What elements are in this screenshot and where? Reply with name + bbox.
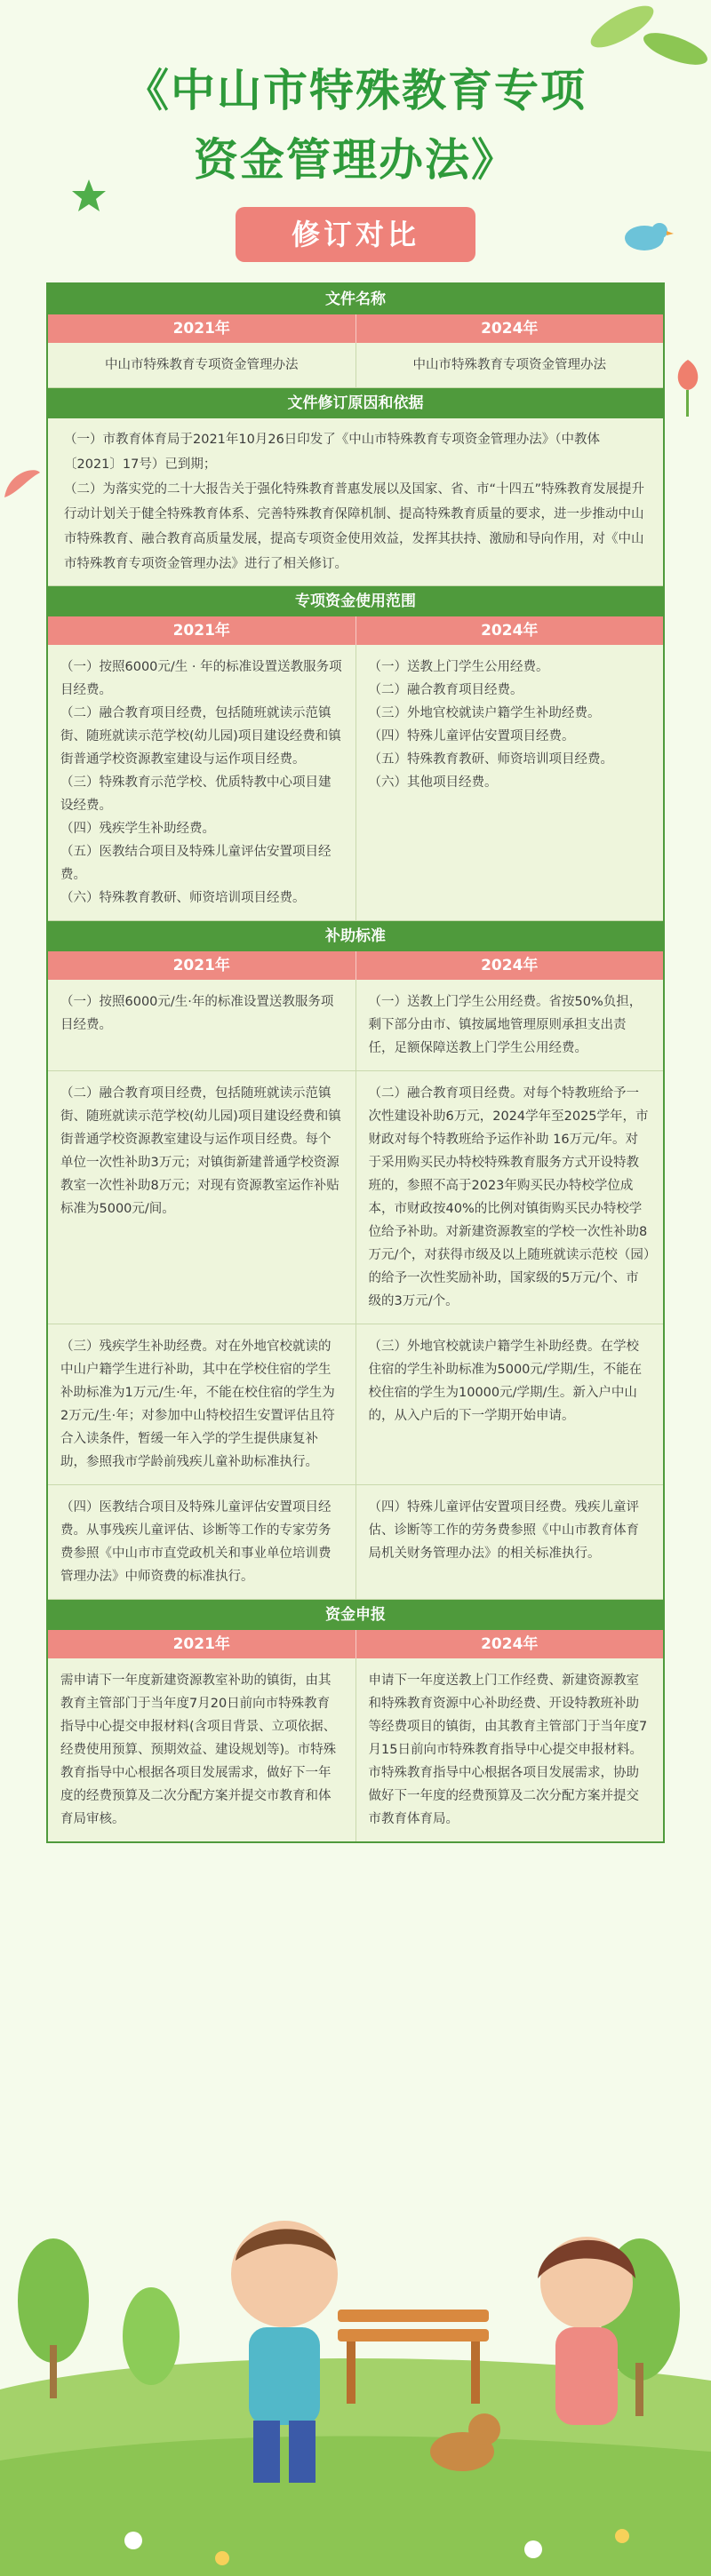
list-item: （一）按照6000元/生 · 年的标准设置送教服务项目经费。 [60, 660, 342, 697]
list-item: （一）送教上门学生公用经费。 [368, 660, 549, 674]
revision-reason-text [48, 418, 663, 586]
subsidy-4-2024: （四）特殊儿童评估安置项目经费。残疾儿童评估、诊断等工作的劳务费参照《中山市教育体育局机关财务管理办法》的相关标准执行。 [356, 1485, 664, 1599]
list-item: （四）特殊儿童评估安置项目经费。 [368, 729, 575, 743]
list-item: （二）融合教育项目经费，包括随班就读示范镇街、随班就读示范学校(幼儿园)项目建设经费和镇街普通学校资源教室建设与运作项目经费。 [60, 706, 341, 767]
scope-2024 [356, 645, 664, 920]
declaration-2024: 申请下一年度送教上门工作经费、新建资源教室和特殊教育资源中心补助经费、开设特教班补助等经费项目的镇街，由其教育主管部门于当年度7月15日前向市特殊教育指导中心提交申报材料。市特殊教育指导中心根据各项目发展需求，协助做好下一年度的经费预算及二次分配方案并提交市教育体育局。 [356, 1658, 664, 1841]
subsidy-2-2024: （二）融合教育项目经费。对每个特教班给予一次性建设补助6万元，2024学年至2025学年，市财政对每个特教班给予运作补助 16万元/年。对于采用购买民办特校特殊教育服务方式开设特教班的，参照不高于2023年购买民办特校学位成本，市财政按40%的比例对镇街购买民办特校学位给予补助。对新建资源教室的学校一次性补助8万元/个，对获得市级及以上随班就读示范校（园）的给予一次性奖励补助，国家级的5万元/个、市级的3万元/个。 [356, 1071, 664, 1324]
list-item: （四）残疾学生补助经费。 [60, 822, 215, 836]
year-header [48, 1630, 663, 1658]
year-header [48, 616, 663, 645]
revision-compare-badge: 修订对比 [236, 207, 475, 262]
year-2024-label: 2024年 [356, 951, 664, 980]
tulip-decoration-icon [665, 351, 711, 422]
subsidy-4-2021: （四）医教结合项目及特殊儿童评估安置项目经费。从事残疾儿童评估、诊断等工作的专家劳务费参照《中山市市直党政机关和事业单位培训费管理办法》中师资费的标准执行。 [60, 1500, 332, 1584]
list-item: （五）特殊教育教研、师资培训项目经费。 [368, 752, 613, 767]
page-title-line1: 《中山市特殊教育专项 [124, 65, 587, 116]
subsidy-1-2021: （一）按照6000元/生·年的标准设置送教服务项目经费。 [60, 995, 334, 1032]
year-2021-label: 2021年 [172, 1635, 230, 1653]
section-file-name: 文件名称 [48, 284, 663, 314]
section-subsidy-standard: 补助标准 [48, 921, 663, 951]
bird-decoration-icon [613, 213, 675, 258]
subsidy-row-4 [48, 1485, 663, 1600]
year-2024-label: 2024年 [356, 314, 664, 343]
petal-decoration-icon [0, 462, 44, 506]
file-name-2021: 中山市特殊教育专项资金管理办法 [105, 358, 299, 372]
list-item: （二）融合教育项目经费。 [368, 683, 523, 697]
subsidy-row-2 [48, 1071, 663, 1324]
children-park-illustration [0, 2167, 711, 2576]
year-header [48, 314, 663, 343]
subsidy-1-2024: （一）送教上门学生公用经费。省按50%负担，剩下部分由市、镇按属地管理原则承担支出责任，足额保障送教上门学生公用经费。 [356, 980, 664, 1070]
scope-row [48, 645, 663, 921]
page-title-line2: 资金管理办法》 [194, 134, 517, 186]
subsidy-row-3 [48, 1324, 663, 1485]
year-header [48, 951, 663, 980]
subsidy-row-1 [48, 980, 663, 1071]
list-item: （五）医教结合项目及特殊儿童评估安置项目经费。 [60, 845, 332, 882]
list-item: （三）外地官校就读户籍学生补助经费。 [368, 706, 601, 720]
scope-2021 [48, 645, 356, 920]
reason-paragraph-1: （一）市教育体育局于2021年10月26日印发了《中山市特殊教育专项资金管理办法》（中教体〔2021〕17号）已到期； [64, 433, 601, 472]
subsidy-3-2021: （三）残疾学生补助经费。对在外地官校就读的中山户籍学生进行补助，其中在学校住宿的学生补助标准为1万元/生·年，不能在校住宿的学生为2万元/生·年；对参加中山特校招生安置评估且符合入读条件，暂缓一年入学的学生提供康复补助，参照我市学龄前残疾儿童补助标准执行。 [60, 1340, 335, 1469]
list-item: （三）特殊教育示范学校、优质特教中心项目建设经费。 [60, 775, 332, 813]
year-2021-label: 2021年 [172, 957, 230, 974]
file-name-row [48, 343, 663, 388]
list-item: （六）特殊教育教研、师资培训项目经费。 [60, 891, 306, 905]
declaration-row [48, 1658, 663, 1841]
subsidy-3-2024: （三）外地官校就读户籍学生补助经费。在学校住宿的学生补助标准为5000元/学期/生，不能在校住宿的学生为10000元/学期/生。新入户中山的，从入户后的下一学期开始申请。 [356, 1324, 664, 1484]
comparison-table [46, 282, 665, 1843]
section-fund-declaration: 资金申报 [48, 1600, 663, 1630]
subsidy-2-2021: （二）融合教育项目经费，包括随班就读示范镇街、随班就读示范学校(幼儿园)项目建设经费和镇街普通学校资源教室建设与运作项目经费。每个单位一次性补助3万元；对镇街新建普通学校资源教室一次性补助8万元；对现有资源教室运作补贴标准为5000元/间。 [60, 1086, 341, 1216]
section-fund-scope: 专项资金使用范围 [48, 586, 663, 616]
year-2024-label: 2024年 [356, 1630, 664, 1658]
year-2021-label: 2021年 [172, 622, 230, 640]
declaration-2021: 需申请下一年度新建资源教室补助的镇街，由其教育主管部门于当年度7月20日前向市特殊教育指导中心提交申报材料(含项目背景、立项依据、经费使用预算、预期效益、建设规划等)。市特殊教育指导中心根据各项目发展需求，做好下一年度的经费预算及二次分配方案并提交市教育和体育局审核。 [60, 1674, 337, 1826]
section-revision-reason: 文件修订原因和依据 [48, 388, 663, 418]
list-item: （六）其他项目经费。 [368, 775, 498, 790]
year-2021-label: 2021年 [172, 320, 230, 338]
file-name-2024: 中山市特殊教育专项资金管理办法 [356, 343, 664, 387]
reason-paragraph-2: （二）为落实党的二十大报告关于强化特殊教育普惠发展以及国家、省、市“十四五”特殊教育发展提升行动计划关于健全特殊教育体系、完善特殊教育保障机制、提高特殊教育质量的要求，进一步推动中山市特殊教育、融合教育高质量发展，提高专项资金使用效益，发挥其扶持、激励和导向作用，对《中山市特殊教育专项资金管理办法》进行了相关修订。 [64, 482, 645, 571]
year-2024-label: 2024年 [356, 616, 664, 645]
